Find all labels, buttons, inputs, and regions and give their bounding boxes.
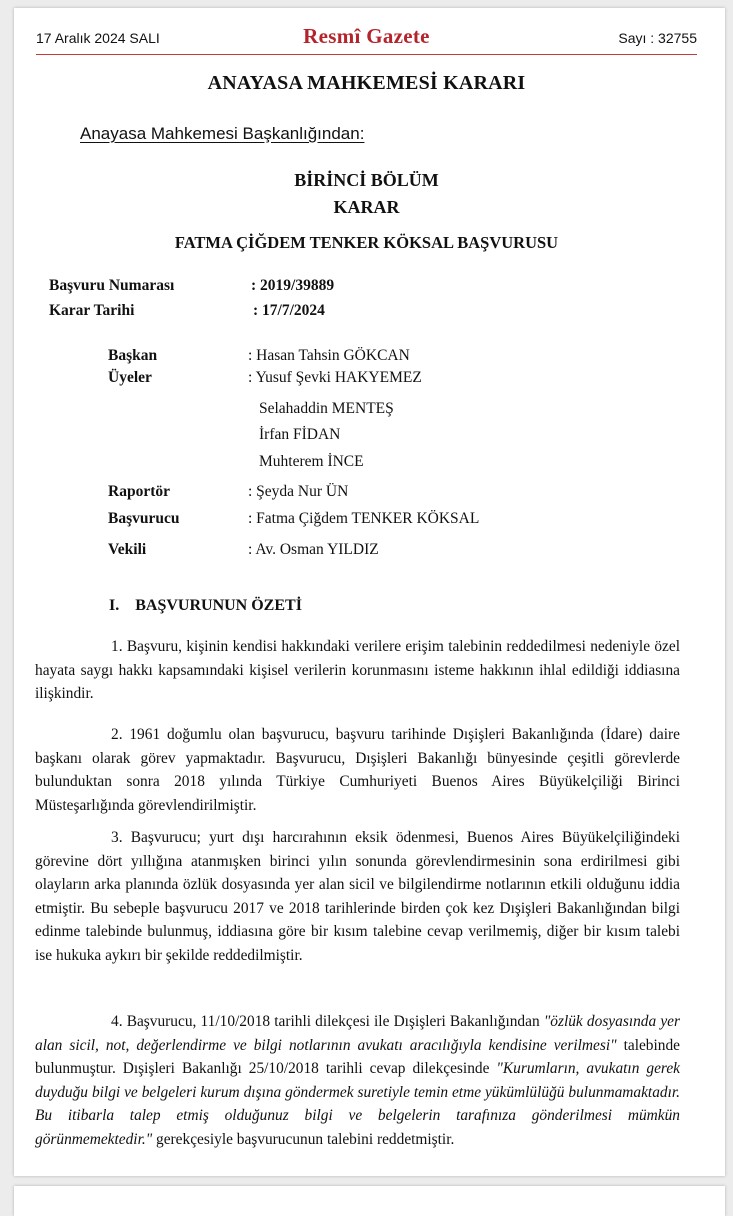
counsel-value: : Av. Osman YILDIZ (248, 541, 379, 558)
gazette-logo: Resmî Gazete (303, 24, 430, 48)
paragraph-1: 1. Başvuru, kişinin kendisi hakkındaki verilere erişim talebinin reddedilmesi nedeniyle özel hayata saygı hakkı kapsamındaki kişisel verilerin korunmasını isteme hakkının ihlal edildiği iddiasına ilişkindir. (35, 638, 680, 702)
member-name: Muhterem İNCE (259, 453, 364, 470)
next-page-edge (14, 1186, 725, 1216)
counsel-label: Vekili (108, 541, 147, 558)
president-label: Başkan (108, 347, 158, 364)
paragraph-4-quote: "özlük dosyasında yer alan sicil, not, değerlendirme ve bilgi notlarının avukatı aracılığıyla kendisine verilmesi" (35, 1013, 680, 1054)
paragraph-4-quote: "Kurumların, avukatın gerek duyduğu bilgi ve belgeleri kurum dışına göndermek suretiyle temin etme yükümlülüğü bulunmamaktadır. Bu itibarla talep etmiş olduğunuz bilgi ve belgelerin tarafınıza gönderilmesi mümkün görünmemektedir." (35, 1060, 680, 1148)
applicant-value: : Fatma Çiğdem TENKER KÖKSAL (248, 510, 480, 527)
application-number-value: : 2019/39889 (251, 277, 335, 294)
paragraph-4-text: talebinde bulunmuştur. Dışişleri Bakanlığı 25/10/2018 tarihli cevap dilekçesinde (35, 1036, 680, 1077)
gazette-header (36, 22, 697, 52)
decision-date-value: : 17/7/2024 (253, 302, 325, 319)
paragraph-3: 3. Başvurucu; yurt dışı harcırahının eksik ödenmesi, Buenos Aires Büyükelçiliğindeki görevine dört yıllığına atanmışken birinci yılın sonunda görevlendirmesinin sona erdirilmesi gibi olayların arka planında özlük dosyasında yer alan sicil ve bilgilendirme notlarının etkili olduğunu iddia etmiştir. Bu sebeple başvurucu 2017 ve 2018 tarihlerinde birden çok kez Dışişleri Bakanlığından bilgi edinme talebinde bulunmuş, iddiasına göre bir kısım talebine cevap verilmemiş, diğer bir kısım talebi ise hukuka aykırı bir şekilde reddedilmiştir. (35, 829, 680, 964)
paragraph-4-text: 4. Başvurucu, 11/10/2018 tarihli dilekçesi ile Dışişleri Bakanlığından (111, 1013, 544, 1030)
paragraph-2: 2. 1961 doğumlu olan başvurucu, başvuru tarihinde Dışişleri Bakanlığında (İdare) daire başkanı olarak görev yapmaktadır. Başvurucu, Dışişleri Bakanlığı bünyesinde çeşitli görevlerde bulunduktan sonra 2018 yılında Türkiye Cumhuriyeti Buenos Aires Büyükelçiliği Birinci Müsteşarlığında görevlendirilmiştir. (35, 726, 680, 814)
document-kind: KARAR (333, 197, 400, 217)
paragraph-4-text: gerekçesiyle başvurucunun talebini reddetmiştir. (152, 1130, 455, 1148)
issue-number: Sayı : 32755 (618, 30, 697, 46)
rapporteur-label: Raportör (108, 483, 170, 500)
member-name: Selahaddin MENTEŞ (259, 400, 394, 417)
paragraph-4 (35, 1010, 680, 1151)
section-name: BİRİNCİ BÖLÜM (294, 170, 439, 190)
member-name: İrfan FİDAN (259, 426, 341, 443)
section-heading: I. BAŞVURUNUN ÖZETİ (109, 597, 302, 614)
members-label: Üyeler (108, 369, 152, 386)
case-name: FATMA ÇİĞDEM TENKER KÖKSAL BAŞVURUSU (174, 233, 559, 252)
president-value: : Hasan Tahsin GÖKCAN (248, 347, 410, 364)
document-title: ANAYASA MAHKEMESİ KARARI (207, 72, 526, 94)
header-divider (36, 54, 697, 55)
issue-date: 17 Aralık 2024 SALI (36, 30, 160, 46)
applicant-label: Başvurucu (108, 510, 180, 527)
decision-date-label: Karar Tarihi (49, 302, 135, 319)
application-number-label: Başvuru Numarası (49, 277, 175, 294)
rapporteur-value: : Şeyda Nur ÜN (248, 483, 349, 500)
issuer-line: Anayasa Mahkemesi Başkanlığından: (80, 124, 365, 143)
member-name: : Yusuf Şevki HAKYEMEZ (248, 369, 422, 386)
